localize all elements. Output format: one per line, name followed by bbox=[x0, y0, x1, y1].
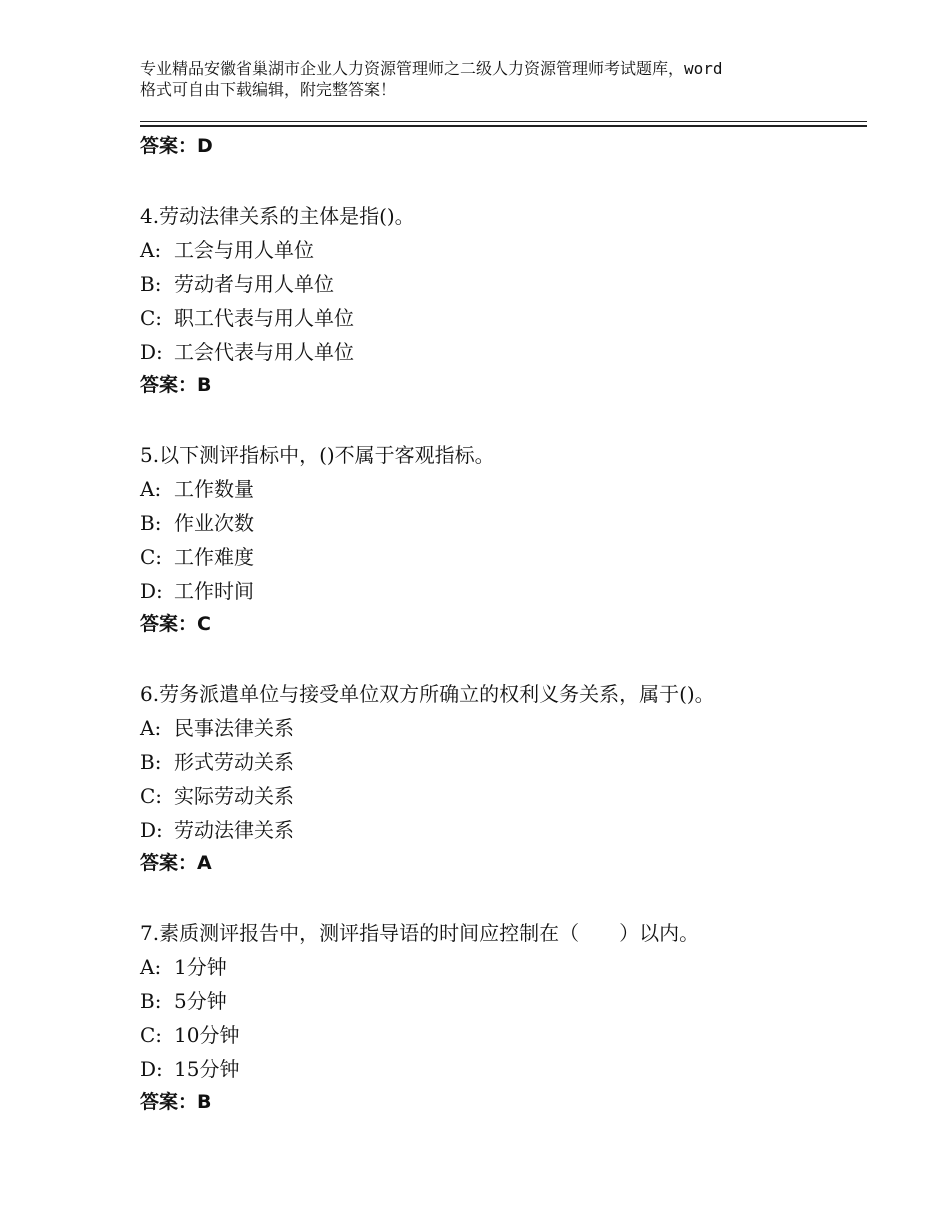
option-letter: A: bbox=[140, 716, 162, 740]
option-letter: A: bbox=[140, 955, 162, 979]
option-7-a bbox=[140, 951, 227, 980]
option-text: 作业次数 bbox=[174, 511, 254, 535]
option-text: 工会与用人单位 bbox=[174, 238, 314, 262]
option-letter: C: bbox=[140, 1023, 163, 1047]
option-text: 10分钟 bbox=[174, 1023, 240, 1047]
document-header bbox=[140, 58, 840, 100]
option-letter: D: bbox=[140, 818, 163, 842]
option-6-b bbox=[140, 746, 294, 775]
option-text: 民事法律关系 bbox=[174, 716, 294, 740]
option-letter: A: bbox=[140, 477, 162, 501]
option-7-c bbox=[140, 1019, 239, 1048]
option-letter: B: bbox=[140, 989, 162, 1013]
question-stem-6: 6.劳务派遣单位与接受单位双方所确立的权利义务关系，属于()。 bbox=[140, 682, 715, 706]
option-letter: B: bbox=[140, 750, 162, 774]
option-5-b bbox=[140, 507, 254, 536]
option-text: 工作时间 bbox=[174, 579, 254, 603]
option-text: 劳动者与用人单位 bbox=[174, 272, 334, 296]
option-letter: C: bbox=[140, 545, 163, 569]
option-4-b bbox=[140, 268, 334, 297]
option-5-a bbox=[140, 473, 254, 502]
option-4-c bbox=[140, 302, 354, 331]
question-stem-5: 5.以下测评指标中，()不属于客观指标。 bbox=[140, 443, 495, 467]
option-letter: C: bbox=[140, 306, 163, 330]
option-7-d bbox=[140, 1053, 239, 1082]
option-letter: D: bbox=[140, 1057, 163, 1081]
answer-6: 答案：A bbox=[140, 852, 212, 874]
option-letter: C: bbox=[140, 784, 163, 808]
option-text: 劳动法律关系 bbox=[174, 818, 294, 842]
option-6-c bbox=[140, 780, 294, 809]
question-stem-7: 7.素质测评报告中，测评指导语的时间应控制在（ ）以内。 bbox=[140, 921, 700, 945]
option-text: 实际劳动关系 bbox=[174, 784, 294, 808]
previous-answer: 答案：D bbox=[140, 135, 213, 157]
option-text: 工作数量 bbox=[174, 477, 254, 501]
option-letter: D: bbox=[140, 340, 163, 364]
header-line-1: 专业精品安徽省巢湖市企业人力资源管理师之二级人力资源管理师考试题库，word bbox=[140, 59, 723, 78]
option-text: 5分钟 bbox=[174, 989, 227, 1013]
option-7-b bbox=[140, 985, 227, 1014]
option-letter: B: bbox=[140, 511, 162, 535]
header-divider-thick bbox=[140, 125, 867, 127]
option-5-c bbox=[140, 541, 254, 570]
option-letter: A: bbox=[140, 238, 162, 262]
option-letter: D: bbox=[140, 579, 163, 603]
option-5-d bbox=[140, 575, 254, 604]
question-stem-4: 4.劳动法律关系的主体是指()。 bbox=[140, 204, 415, 228]
option-text: 形式劳动关系 bbox=[174, 750, 294, 774]
answer-5: 答案：C bbox=[140, 613, 211, 635]
option-text: 工作难度 bbox=[174, 545, 254, 569]
option-6-a bbox=[140, 712, 294, 741]
option-4-d bbox=[140, 336, 354, 365]
option-letter: B: bbox=[140, 272, 162, 296]
option-6-d bbox=[140, 814, 294, 843]
option-text: 职工代表与用人单位 bbox=[174, 306, 354, 330]
header-divider-thin bbox=[140, 121, 867, 122]
answer-7: 答案：B bbox=[140, 1091, 212, 1113]
answer-4: 答案：B bbox=[140, 374, 212, 396]
option-text: 15分钟 bbox=[174, 1057, 240, 1081]
option-text: 工会代表与用人单位 bbox=[174, 340, 354, 364]
option-4-a bbox=[140, 234, 314, 263]
option-text: 1分钟 bbox=[174, 955, 227, 979]
header-line-2: 格式可自由下载编辑，附完整答案！ bbox=[140, 80, 397, 99]
